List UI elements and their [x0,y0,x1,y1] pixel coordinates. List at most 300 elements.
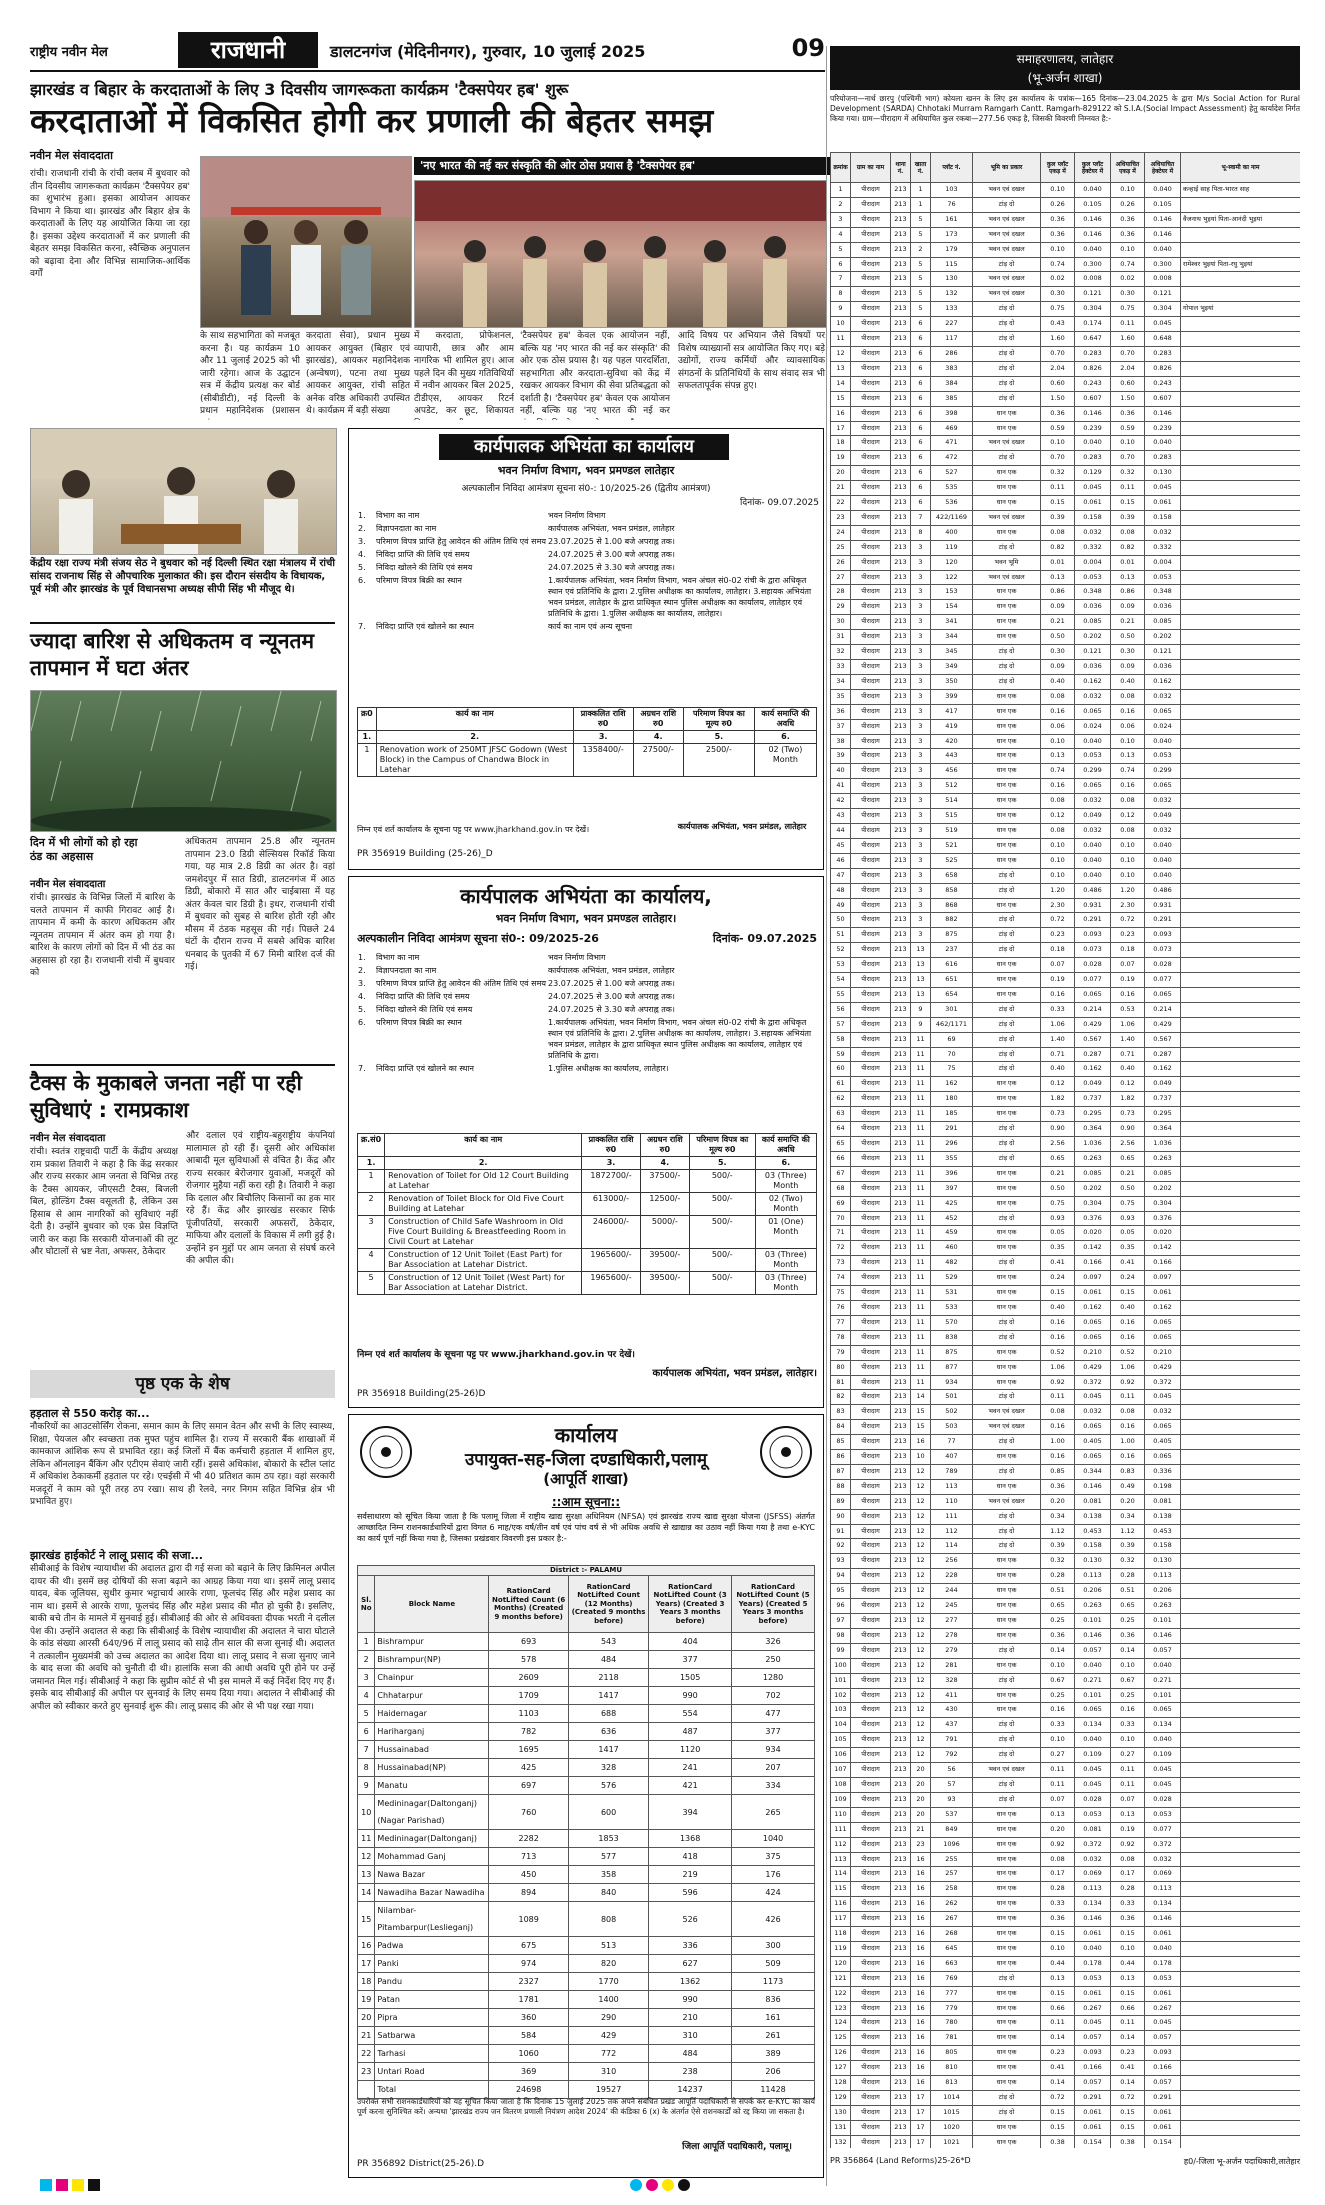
story1-col5: 'टैक्सपेयर हब' केवल एक आयोजन नहीं, बल्कि यह 'नए भारत की नई कर संस्कृति' की ओर एक ठोस प्रयास है। यह पहल पारदर्शिता, सहभागिता और करदाता-सुविधा को केंद्र में रखकर आयकर विभाग की सेवा प्रतिबद्धता को दर्शाती है। 'टैक्सपेयर हब' केवल एक आयोजन नहीं, बल्कि यह 'नए भारत की नई कर [520,331,670,416]
works-header: अग्रधन राशि रु0 [633,708,683,731]
land-cell: 654 [931,987,973,1002]
land-cell: 0.271 [1145,1673,1181,1688]
land-cell: 0.093 [1075,2046,1111,2061]
land-cell: 0.32 [1041,466,1075,481]
land-cell: 0.146 [1145,227,1181,242]
land-table-wrap [830,152,1300,2148]
supply-cell: Pandu [375,1973,489,1991]
land-cell: 1.036 [1145,1137,1181,1152]
land-cell: धान एक [973,1867,1041,1882]
land-cell: धान एक [973,1956,1041,1971]
land-cell [1181,1837,1301,1852]
land-cell: 934 [931,1375,973,1390]
land-cell: 70 [831,1211,851,1226]
land-cell: 213 [891,197,911,212]
land-cell: 0.40 [1111,1062,1145,1077]
supply-row [358,1759,815,1777]
works-cell: 500/- [689,1249,755,1272]
land-cell: 262 [931,1897,973,1912]
land-cell: 22 [831,496,851,511]
works-cell: 1965600/- [582,1249,641,1272]
land-cell [1181,391,1301,406]
land-cell [1181,436,1301,451]
land-cell: 11 [911,1345,931,1360]
land-cell: 875 [931,928,973,943]
land-cell: 813 [931,2076,973,2091]
land-cell: 0.75 [1041,1196,1075,1211]
land-cell: पीरादाग [851,1032,891,1047]
works-cell: 1 [358,744,377,777]
land-cell: 213 [891,1807,911,1822]
supply-foot: उपरोक्त सभी राशनकार्डधारियों को यह सूचित किया जाता है कि दिनांक 15 जुलाई 2025 तक अपने संबंधित प्रखंड आपूर्ति पदाधिकारी से संपर्क कर e-KYC का कार्य पूर्ण करना सुनिश्चित करें। अन्यथा 'झारखंड राज्य जन वितरण प्रणाली नियंत्रण आदेश 2024' की कंडिका 6 (x) के अंतर्गत ऐसे राशनकार्डों को रद्द किया जा सकता है। [357,2097,815,2116]
land-cell: 0.90 [1111,1122,1145,1137]
land-cell: 0.174 [1075,317,1111,332]
land-cell: 456 [931,764,973,779]
land-cell: धान एक [973,987,1041,1002]
land-cell: 213 [891,1643,911,1658]
info-label: परिमाण विपत्र प्राप्ति हेतु आवेदन की अंतिम तिथि एवं समय [376,979,546,988]
info-value: 24.07.2025 से 3.00 बजे अपराह्न तक। [548,550,675,559]
land-cell: 132 [831,2135,851,2148]
land-cell: भवन एवं दखल [973,227,1041,242]
land-cell: 16 [911,1941,931,1956]
tax-col1: रांची। स्वतंत्र राष्ट्रवादी पार्टी के केंद्रीय अध्यक्ष राम प्रकाश तिवारी ने कहा है कि केंद्र सरकार और राज्य सरकार आम जनता से विभिन्न तरह के टैक्स आयकर, जीएसटी टैक्स, बिजली बिल, होल्डिंग टैक्स वसूलती है, लेकिन उस हिसाब से आम नागरिकों को सुविधाएं नहीं देती है। उन्होंने बुधवार को एक प्रेस विज्ञप्ति जारी कर कहा कि सरकारी योजनाओं की लूट और घोटालों से भ्रष्ट नेता, अफसर, ठेकेदार [30,1147,178,1257]
land-header-cell: अधियाचित हेक्टेयर में [1145,153,1181,183]
supply-cell: 836 [732,1991,815,2009]
land-cell: 0.162 [1145,1300,1181,1315]
land-cell: 0.01 [1041,555,1075,570]
land-cell [1181,809,1301,824]
land-cell: पीरादाग [851,928,891,943]
info-num: 4. [358,992,366,1001]
land-row [831,2091,1301,2106]
land-row [831,1956,1301,1971]
land-row [831,1494,1301,1509]
land-cell: 1.06 [1041,1017,1075,1032]
land-cell: 0.113 [1075,1882,1111,1897]
supply-cell: 418 [649,1848,732,1866]
land-cell: 0.12 [1041,1077,1075,1092]
land-cell: 0.020 [1145,1226,1181,1241]
land-cell: 227 [931,317,973,332]
supply-cell: 596 [649,1884,732,1902]
land-cell: 0.36 [1041,1628,1075,1643]
land-cell: 1020 [931,2120,973,2135]
land-cell: धान एक [973,689,1041,704]
land-cell: 0.032 [1145,823,1181,838]
land-cell [1181,585,1301,600]
land-cell: 33 [831,660,851,675]
land-cell [1181,466,1301,481]
land-cell: 0.206 [1145,1584,1181,1599]
land-cell [1181,719,1301,734]
land-cell: 0.040 [1145,436,1181,451]
land-row [831,2105,1301,2120]
land-cell: 0.263 [1145,1599,1181,1614]
land-row [831,794,1301,809]
land-cell: 0.146 [1075,212,1111,227]
story1-col3: करदाता सेवा), प्रधान मुख्य आयकर आयुक्त (बिहार एवं झारखंड), आयकर महानिदेशक (अन्वेषण), पटना तथा मुख्य आयकर आयुक्त, रांची सहित अनेक वरिष्ठ अधिकारी उपस्थित थे। कार्यक्रम में बड़ी संख्या [306,331,410,416]
land-row [831,1435,1301,1450]
land-cell: 0.032 [1075,1852,1111,1867]
land-row [831,510,1301,525]
land-cell: 56 [931,1763,973,1778]
land-cell: 28 [831,585,851,600]
land-cell: 0.065 [1075,1450,1111,1465]
supply-cell: 584 [489,2027,569,2045]
land-cell: 0.737 [1145,1092,1181,1107]
land-cell: 0.41 [1111,2061,1145,2076]
land-cell: धान एक [973,809,1041,824]
land-cell: 268 [931,1927,973,1942]
land-cell: 5 [911,227,931,242]
land-cell: 0.10 [1041,436,1075,451]
supply-district: District :- PALAMU [358,1566,815,1576]
land-row [831,555,1301,570]
land-cell: 0.429 [1145,1017,1181,1032]
supply-cell: 429 [568,2027,648,2045]
weather-rule [30,622,335,624]
land-cell: 0.077 [1145,1822,1181,1837]
land-cell: 0.33 [1111,1897,1145,1912]
land-cell: 0.13 [1041,570,1075,585]
land-cell [1181,1971,1301,1986]
land-cell: 213 [891,1286,911,1301]
land-cell: पीरादाग [851,2076,891,2091]
land-cell: 0.11 [1041,481,1075,496]
land-cell: 213 [891,719,911,734]
land-cell: 77 [931,1435,973,1450]
land-cell: धान एक [973,1375,1041,1390]
land-cell: 213 [891,838,911,853]
land-cell: 0.39 [1041,510,1075,525]
land-cell: 0.045 [1075,1390,1111,1405]
land-row [831,1375,1301,1390]
land-cell: 0.36 [1041,212,1075,227]
supply-cell: 1709 [489,1687,569,1705]
supply-cell: 334 [732,1777,815,1795]
land-cell: 0.16 [1041,779,1075,794]
land-cell: 0.25 [1041,1688,1075,1703]
reg-magenta-dot [646,2179,658,2191]
supply-cell: 1 [358,1633,375,1651]
land-row [831,1211,1301,1226]
land-cell: 213 [891,1226,911,1241]
land-cell: 0.13 [1041,1971,1075,1986]
land-cell: 35 [831,689,851,704]
land-cell: 0.33 [1041,1002,1075,1017]
land-cell [1181,406,1301,421]
land-cell: 0.35 [1111,1241,1145,1256]
land-cell: 0.287 [1145,1047,1181,1062]
land-cell: पीरादाग [851,674,891,689]
land-cell: 117 [931,332,973,347]
works-cell: 246000/- [582,1216,641,1249]
info-row [357,574,817,620]
land-cell: 256 [931,1554,973,1569]
land-row [831,332,1301,347]
land-cell: पीरादाग [851,1151,891,1166]
land-cell: 0.202 [1075,1181,1111,1196]
land-cell: 0.105 [1145,197,1181,212]
land-cell: 0.040 [1145,838,1181,853]
land-cell: 0.40 [1041,674,1075,689]
land-cell: 407 [931,1450,973,1465]
land-cell: 0.10 [1041,1941,1075,1956]
land-cell: टांड़ दो [973,943,1041,958]
land-cell: 0.51 [1041,1584,1075,1599]
land-cell: 0.093 [1145,928,1181,943]
rain-photo-art [31,691,336,831]
land-cell: 41 [831,779,851,794]
land-row [831,1748,1301,1763]
land-cell: 0.72 [1111,913,1145,928]
land-cell: 0.332 [1075,540,1111,555]
land-cell: 0.25 [1041,1614,1075,1629]
land-row [831,1315,1301,1330]
land-cell: 91 [831,1524,851,1539]
land-cell: 0.364 [1075,1122,1111,1137]
land-cell: 0.41 [1111,1256,1145,1271]
land-cell: 0.26 [1111,197,1145,212]
land-cell: 0.069 [1075,1867,1111,1882]
supply-cell: 1505 [649,1669,732,1687]
weather-photo-caption: दिन में भी लोगों को हो रहा ठंड का अहसास [30,836,138,863]
land-cell: 0.348 [1075,585,1111,600]
land-cell: 0.008 [1075,272,1111,287]
supply-row [358,1633,815,1651]
land-cell: 213 [891,943,911,958]
info-label: निविदा प्राप्ति की तिथि एवं समय [376,992,470,1001]
land-cell: 36 [831,704,851,719]
land-cell: 96 [831,1599,851,1614]
supply-cell: Untari Road [375,2063,489,2081]
land-header-cell: खाता नं. [911,153,931,183]
supply-row [358,1973,815,1991]
land-cell: 213 [891,1256,911,1271]
land-row [831,689,1301,704]
land-cell: 0.300 [1145,257,1181,272]
land-cell: 0.70 [1041,346,1075,361]
land-cell: 792 [931,1748,973,1763]
land-cell: धान एक [973,421,1041,436]
works-cell: 02 (Two) Month [755,1193,816,1216]
land-cell: 213 [891,302,911,317]
land-row [831,1524,1301,1539]
land-cell: 13 [911,958,931,973]
land-cell: 1096 [931,1837,973,1852]
tender2-works [357,1133,817,1295]
land-cell: 0.15 [1041,1927,1075,1942]
land-cell [1181,1077,1301,1092]
land-cell: 11 [911,1211,931,1226]
supply-cell: 389 [732,2045,815,2063]
photo-caption-box: 'नए भारत की नई कर संस्कृति की ओर ठोस प्रयास है 'टैक्सपेयर हब' [414,157,831,175]
land-cell: 11 [911,1375,931,1390]
land-cell: 39 [831,749,851,764]
land-cell: 472 [931,451,973,466]
land-cell [1181,1733,1301,1748]
land-cell: 2 [911,242,931,257]
land-cell: 12 [911,1614,931,1629]
land-cell: 12 [911,1464,931,1479]
land-cell: 88 [831,1479,851,1494]
land-cell: 397 [931,1181,973,1196]
land-cell [1181,1390,1301,1405]
land-cell: 0.101 [1075,1688,1111,1703]
land-cell: 10 [911,1450,931,1465]
land-cell: 0.299 [1145,764,1181,779]
land-cell: 0.10 [1111,436,1145,451]
land-cell: 69 [931,1032,973,1047]
left-page [30,30,825,2190]
supply-cell: 8 [358,1759,375,1777]
land-cell: 12 [911,1494,931,1509]
land-cell: पीरादाग [851,973,891,988]
land-cell: धान एक [973,2061,1041,2076]
land-notice [830,46,1300,2186]
land-cell: 0.10 [1111,242,1145,257]
info-value: 23.07.2025 से 1.00 बजे अपराह्न तक। [548,537,675,546]
land-cell [1181,823,1301,838]
land-cell: 0.75 [1111,302,1145,317]
land-cell: पीरादाग [851,1524,891,1539]
land-cell: 0.11 [1041,1777,1075,1792]
supply-cell: 578 [489,1651,569,1669]
land-cell: 0.11 [1111,1777,1145,1792]
headline: करदाताओं में विकसित होगी कर प्रणाली की बेहतर समझ [30,101,714,140]
land-cell: 51 [831,928,851,943]
land-cell: धान एक [973,1852,1041,1867]
land-cell [1181,1107,1301,1122]
land-cell: 0.295 [1075,1107,1111,1122]
land-cell: 0.06 [1111,719,1145,734]
supply-header: RationCard NotLifted Count (3 Years) (Created 3 Years 3 months before) [649,1576,732,1633]
supply-cell: Haidernagar [375,1705,489,1723]
land-cell: धान एक [973,794,1041,809]
supply-cell: 14 [358,1884,375,1902]
supply-cell: 713 [489,1848,569,1866]
land-cell: 213 [891,1241,911,1256]
land-header-cell: क्रमांक [831,153,851,183]
land-title1: समाहरणालय, लातेहार [1016,52,1114,66]
land-cell: 419 [931,719,973,734]
land-cell: 16 [911,1971,931,1986]
land-cell: 1.50 [1111,391,1145,406]
land-cell: 12 [911,1703,931,1718]
land-cell: 16 [911,1867,931,1882]
land-cell: धान एक [973,1912,1041,1927]
land-cell: 0.263 [1075,1599,1111,1614]
land-cell: भवन एवं दखल [973,436,1041,451]
land-cell: 30 [831,615,851,630]
land-cell: 0.049 [1075,1077,1111,1092]
page1-item1: नौकरियों का आउटसोर्सिंग रोकना, समान काम के लिए समान वेतन और सभी के लिए स्वास्थ्य, शिक्षा, पेयजल और स्वच्छता तक मुफ्त पहुंच शामिल है। राज्य में सरकारी बैंक शाखाओं में कामकाज आंशिक रूप से प्रभावित रहा। कई जिलों में बैंक कर्मचारी हड़ताल में शामिल हुए, लेकिन ऑनलाइन बैंकिंग और एटीएम सेवाएं जारी रहीं। इससे अधिकांश, बोकारो के स्टील प्लांट में अधिकांश ठेकाकर्मी हड़ताल पर रहे। एचईसी में भी 40 प्रतिशत काम ठप रहा। वहां सरकारी मजदूरों ने काम को पूरी तरह ठप रखा। साथ ही रेलवे, नगर निगम सहित विभिन्न क्षेत्र भी प्रभावित हुए। [30,1422,335,1507]
land-row [831,1837,1301,1852]
land-cell: 301 [931,1002,973,1017]
land-cell [1181,749,1301,764]
land-cell: धान एक [973,1837,1041,1852]
supply-cell: 894 [489,1884,569,1902]
works-row [358,1272,817,1295]
land-cell: 1.60 [1041,332,1075,347]
land-cell: 16 [911,2076,931,2091]
land-row [831,361,1301,376]
land-cell: 213 [891,1614,911,1629]
land-row [831,1271,1301,1286]
tender2-rows [357,951,817,1075]
land-cell: 0.15 [1111,496,1145,511]
land-cell: 0.567 [1075,1032,1111,1047]
land-cell: 0.372 [1075,1375,1111,1390]
land-cell: 525 [931,853,973,868]
land-cell: 213 [891,361,911,376]
land-cell: 20 [911,1777,931,1792]
land-cell [1181,1927,1301,1942]
land-cell: 0.146 [1145,1912,1181,1927]
land-cell: 213 [891,1196,911,1211]
works-cell: 500/- [689,1170,755,1193]
land-row [831,302,1301,317]
land-cell: 0.065 [1075,704,1111,719]
land-cell: 19 [831,451,851,466]
land-cell: पीरादाग [851,227,891,242]
land-cell: 20 [911,1807,931,1822]
land-cell: 37 [831,719,851,734]
land-cell [1181,1002,1301,1017]
land-cell: 0.061 [1075,2120,1111,2135]
info-row [357,522,817,535]
land-cell: पीरादाग [851,242,891,257]
land-cell [1181,2001,1301,2016]
land-cell: टांड़ दो [973,1643,1041,1658]
land-cell: 0.073 [1075,943,1111,958]
page-number: 09 [791,34,825,62]
land-cell: टांड़ दो [973,391,1041,406]
supply-cell: 12 [358,1848,375,1866]
land-row [831,496,1301,511]
land-row [831,257,1301,272]
land-cell: धान एक [973,1077,1041,1092]
land-cell: 0.20 [1041,1822,1075,1837]
works-cell: 2 [358,1193,385,1216]
tender2-footer: निम्न एवं शर्त कार्यालय के सूचना पट्ट पर www.jharkhand.gov.in पर देखें। [357,1350,635,1360]
land-cell [1181,883,1301,898]
land-row [831,1614,1301,1629]
land-cell [1181,1017,1301,1032]
land-row [831,287,1301,302]
land-cell: धान एक [973,466,1041,481]
land-cell: 471 [931,436,973,451]
land-cell: 5 [911,272,931,287]
land-cell: 213 [891,1837,911,1852]
land-cell: टांड़ दो [973,660,1041,675]
supply-row [358,1991,815,2009]
land-cell: 0.15 [1111,1927,1145,1942]
land-cell: 213 [891,809,911,824]
supply-cell: Padwa [375,1937,489,1955]
land-cell: 0.08 [1111,1405,1145,1420]
land-cell: 3 [911,704,931,719]
land-cell: 1.20 [1111,883,1145,898]
land-cell [1181,1956,1301,1971]
land-cell: 536 [931,496,973,511]
land-cell: 0.92 [1111,1837,1145,1852]
land-cell: 0.826 [1075,361,1111,376]
land-row [831,317,1301,332]
land-cell: 102 [831,1688,851,1703]
land-cell: 213 [891,674,911,689]
